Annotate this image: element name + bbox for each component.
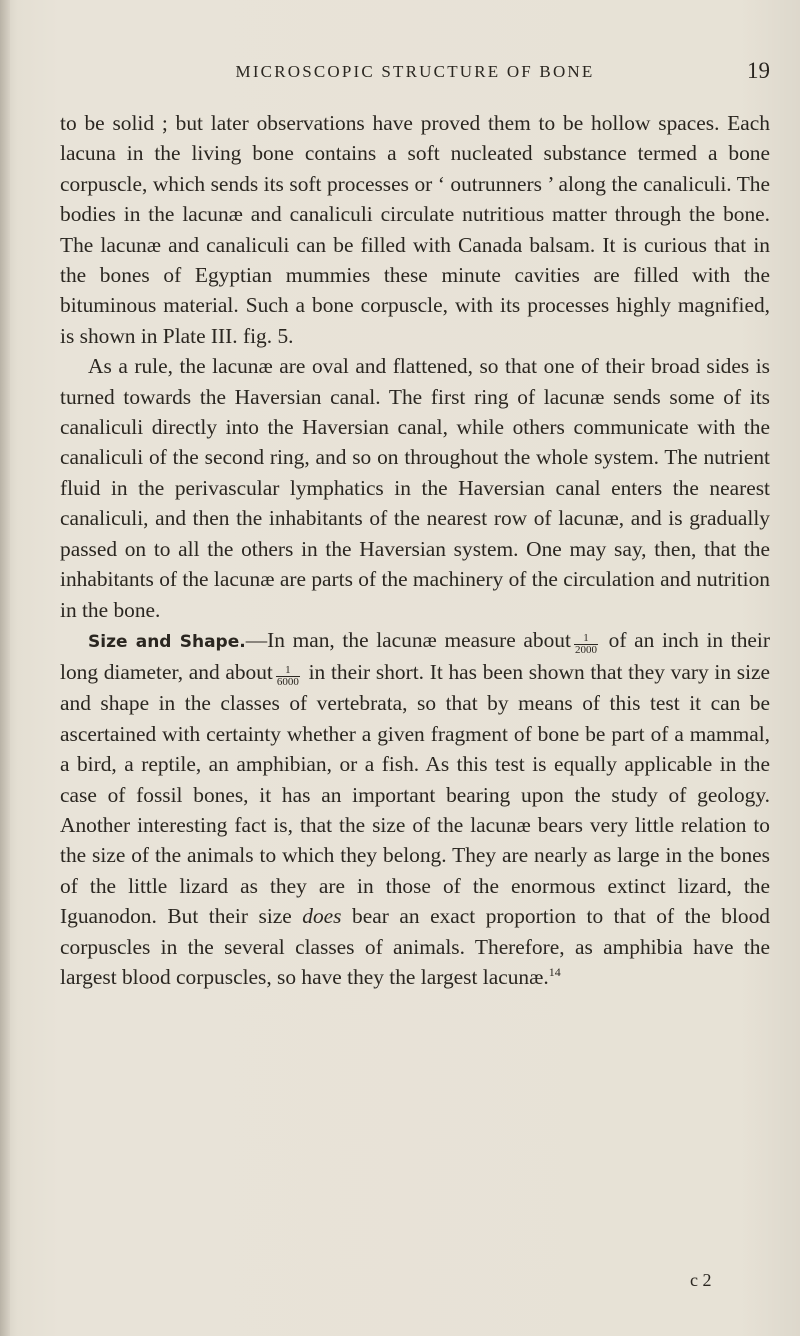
paragraph-3-part-3: in their short. It has been shown that they vary in size and shape in the classes of vertebrata, so that by means of this test it can be ascertained with certainty whether a given fragment of bone be part of a mammal, a bird, a reptile, an amphibian, or a fish. As this test is equally applicable in the case of fossil bones, it has an important bearing upon the study of geology. Another interesting fact is, that the size of the lacunæ bears very little relation to the size of the animals to which they belong. They are nearly as large in the bones of the little lizard as they are in those of the enormous extinct lizard, the Iguanodon. But their size (60, 660, 770, 929)
fraction-denominator: 6000 (276, 676, 299, 689)
paragraph-1: to be solid ; but later observations have proved them to be hollow spaces. Each lacuna in the living bone contains a soft nucleated substance termed a bone corpuscle, which sends its soft processes or ‘ outrunners ’ along the canaliculi. The bodies in the lacunæ and canaliculi circulate nutritious matter through the bone. The lacunæ and canaliculi can be filled with Canada balsam. It is curious that in the bones of Egyptian mummies these minute cavities are filled with the bituminous material. Such a bone corpuscle, with its processes highly magnified, is shown in Plate III. fig. 5. (60, 111, 770, 348)
signature-mark: c 2 (690, 1270, 712, 1290)
paragraph-3-part-4: bear an exact proportion to that of the blood corpuscles in the several classes of animals. Therefore, as amphibia have the largest blood corpuscles, so have they the largest lacunæ. (60, 904, 770, 989)
fraction-short-diameter (276, 665, 300, 688)
paragraph-3-part-1: —In man, the lacunæ measure about (245, 627, 571, 652)
body-text (60, 108, 770, 992)
fraction-numerator: 1 (276, 665, 300, 677)
fraction-denominator: 2000 (574, 643, 597, 656)
running-head: MICROSCOPIC STRUCTURE OF BONE (235, 62, 595, 81)
paragraph-3-part-2: of an inch in their long diameter, and about (60, 627, 770, 685)
italic-emphasis: does (302, 904, 342, 929)
page-header (60, 58, 770, 88)
section-heading-size-and-shape: Size and Shape. (88, 631, 246, 652)
fraction-numerator: 1 (574, 633, 598, 645)
page-number: 19 (747, 58, 770, 83)
fraction-long-diameter (574, 633, 598, 656)
paragraph-3 (60, 625, 770, 992)
footnote-reference: 14 (548, 964, 561, 979)
paragraph-2: As a rule, the lacunæ are oval and flattened, so that one of their broad sides is turned towards the Haversian canal. The first ring of lacunæ sends some of its canaliculi directly into the Haversian canal, while others communicate with the canaliculi of the second ring, and so on throughout the whole system. The nutrient fluid in the perivascular lymphatics in the Haversian canal enters the nearest canaliculi, and then the inhabitants of the nearest row of lacunæ, and is gradually passed on to all the others in the Haversian system. One may say, then, that the inhabitants of the lacunæ are parts of the machinery of the circulation and nutrition in the bone. (60, 354, 770, 622)
page-gutter-shadow (0, 0, 10, 1336)
